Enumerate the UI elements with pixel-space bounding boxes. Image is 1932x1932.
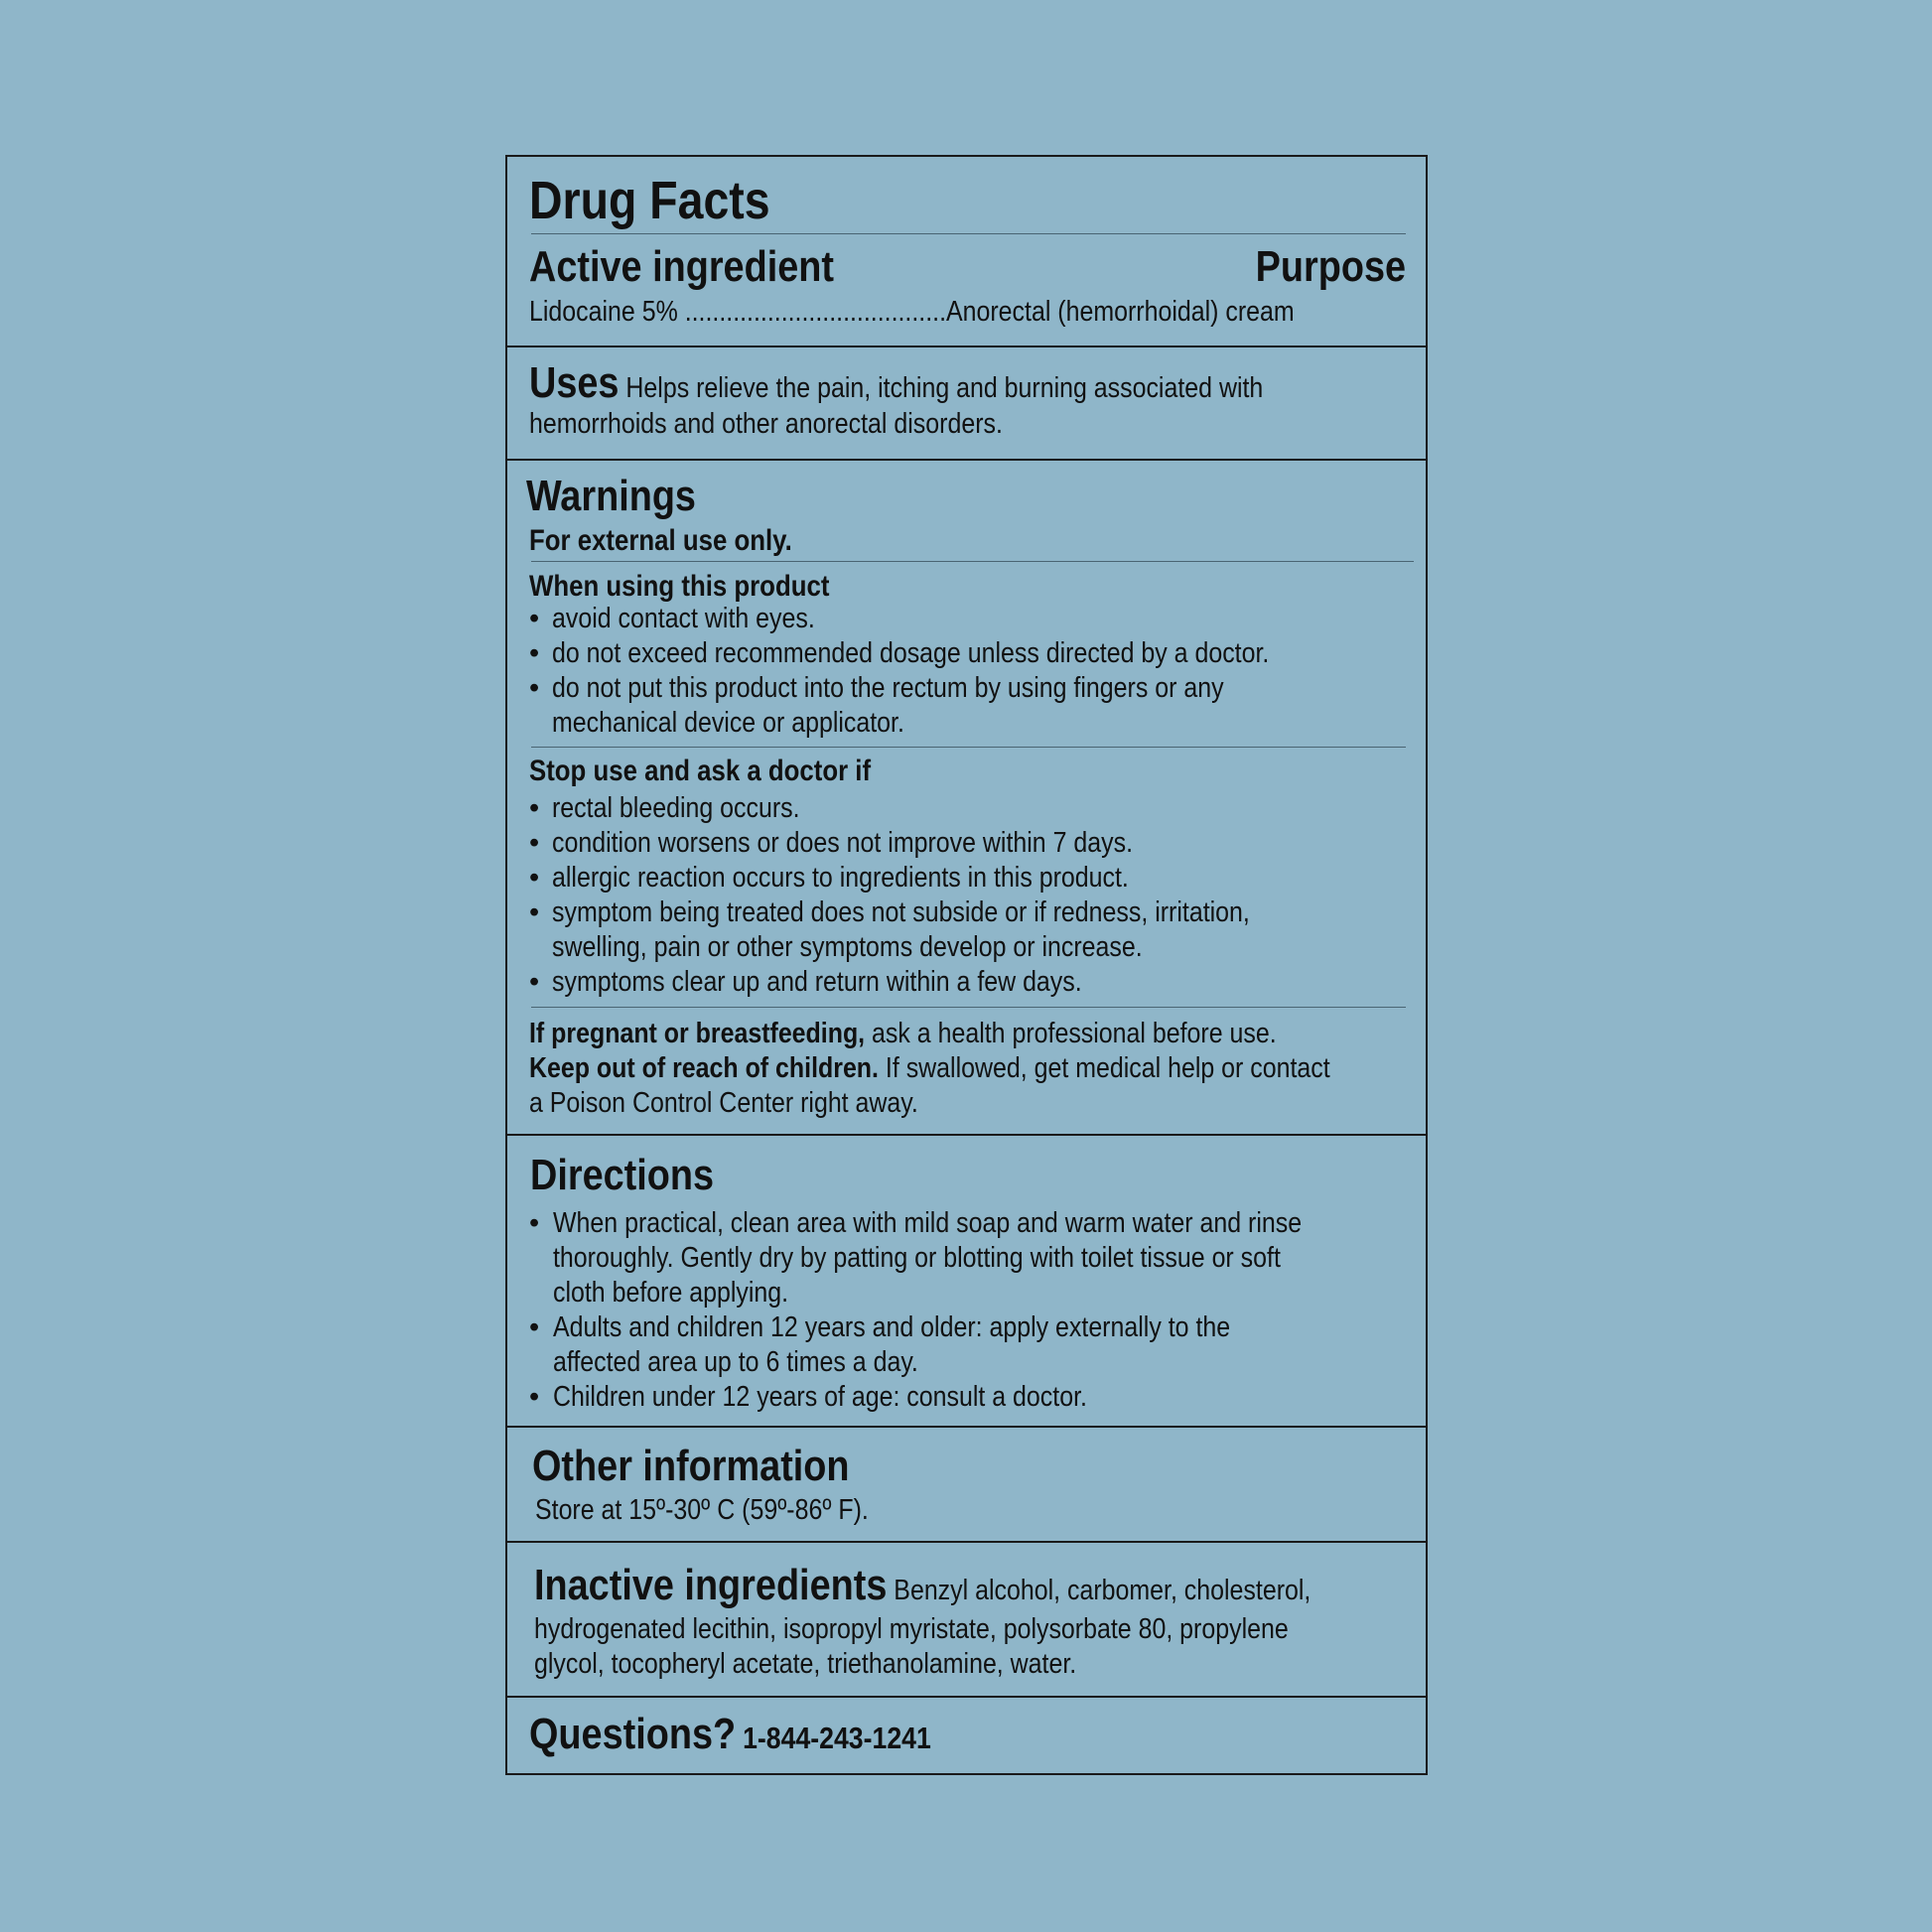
warnings-divider-3: [531, 1007, 1406, 1008]
dot-leader: ......................................: [684, 296, 947, 328]
directions-section: [507, 1134, 1426, 1426]
questions-phone: 1-844-243-1241: [743, 1721, 931, 1755]
when-using-heading: When using this product: [529, 570, 830, 603]
directions-heading: Directions: [530, 1151, 715, 1199]
stop-use-item: symptom being treated does not subside or if redness, irritation,: [552, 897, 1250, 928]
pregnant-line: [529, 1017, 1277, 1051]
stop-use-item: rectal bleeding occurs.: [552, 792, 800, 824]
bullet: •: [529, 827, 540, 859]
children-line-2: a Poison Control Center right away.: [529, 1087, 918, 1119]
bullet: •: [529, 862, 540, 894]
inactive-ingredients-section: [507, 1541, 1426, 1696]
uses-heading: Uses: [529, 358, 620, 407]
warnings-divider-2: [531, 747, 1406, 748]
directions-item-continued: affected area up to 6 times a day.: [553, 1346, 918, 1378]
stop-use-heading: Stop use and ask a doctor if: [529, 755, 872, 787]
bullet: •: [529, 1311, 540, 1343]
uses-section: [507, 345, 1426, 459]
title-divider: [531, 233, 1406, 234]
directions-item-continued: thoroughly. Gently dry by patting or blotting with toilet tissue or soft: [553, 1242, 1281, 1274]
bullet: •: [529, 603, 540, 634]
children-text: If swallowed, get medical help or contact: [878, 1052, 1330, 1084]
bullet: •: [529, 672, 540, 704]
children-line: [529, 1051, 1330, 1086]
bullet: •: [529, 1207, 540, 1239]
uses-line-2: hemorrhoids and other anorectal disorders.: [529, 408, 1003, 440]
other-information-heading: Other information: [532, 1442, 850, 1490]
inactive-text-1: Benzyl alcohol, carbomer, cholesterol,: [887, 1575, 1311, 1606]
directions-item-continued: cloth before applying.: [553, 1277, 789, 1309]
pregnant-text: ask a health professional before use.: [865, 1018, 1277, 1049]
external-use-text: For external use only.: [529, 524, 792, 557]
questions-heading: Questions?: [529, 1710, 737, 1758]
directions-item: When practical, clean area with mild soap and warm water and rinse: [553, 1207, 1303, 1239]
warnings-section: [507, 459, 1426, 1134]
drug-facts-title: Drug Facts: [529, 171, 770, 230]
bullet: •: [529, 637, 540, 669]
pregnant-bold: If pregnant or breastfeeding,: [529, 1018, 866, 1049]
warnings-divider-1: [531, 561, 1414, 562]
stop-use-item: allergic reaction occurs to ingredients in this product.: [552, 862, 1129, 894]
children-bold: Keep out of reach of children.: [529, 1052, 879, 1084]
questions-section: [507, 1696, 1426, 1775]
uses-text-1: Helps relieve the pain, itching and burning associated with: [625, 372, 1264, 404]
drug-facts-panel: [505, 155, 1428, 1775]
uses-line-1: [529, 358, 1264, 411]
directions-item: Children under 12 years of age: consult a doctor.: [553, 1381, 1087, 1413]
storage-text: Store at 15º-30º C (59º-86º F).: [535, 1494, 869, 1526]
active-ingredient-section: [507, 157, 1426, 345]
when-using-item: do not put this product into the rectum by using fingers or any: [552, 672, 1224, 704]
bullet: •: [529, 1381, 540, 1413]
stop-use-item-continued: swelling, pain or other symptoms develop or increase.: [552, 931, 1143, 963]
stop-use-item: condition worsens or does not improve within 7 days.: [552, 827, 1134, 859]
inactive-line-2: hydrogenated lecithin, isopropyl myristate, polysorbate 80, propylene: [534, 1613, 1289, 1645]
questions-line: [529, 1710, 931, 1764]
when-using-item: avoid contact with eyes.: [552, 603, 815, 634]
when-using-item-continued: mechanical device or applicator.: [552, 707, 904, 739]
active-ingredient-heading: Active ingredient: [529, 242, 834, 291]
bullet: •: [529, 792, 540, 824]
other-information-section: [507, 1426, 1426, 1541]
ingredient-name: Lidocaine 5%: [529, 296, 678, 328]
active-ingredient-line: [529, 295, 1295, 330]
inactive-line-1: [534, 1563, 1311, 1613]
purpose-heading: Purpose: [1255, 242, 1406, 291]
bullet: •: [529, 897, 540, 928]
inactive-ingredients-heading: Inactive ingredients: [534, 1561, 888, 1609]
when-using-item: do not exceed recommended dosage unless directed by a doctor.: [552, 637, 1270, 669]
stop-use-item: symptoms clear up and return within a few days.: [552, 966, 1082, 998]
inactive-line-3: glycol, tocopheryl acetate, triethanolamine, water.: [534, 1648, 1077, 1680]
ingredient-purpose: Anorectal (hemorrhoidal) cream: [946, 296, 1295, 328]
warnings-heading: Warnings: [526, 472, 696, 520]
directions-item: Adults and children 12 years and older: apply externally to the: [553, 1311, 1231, 1343]
bullet: •: [529, 966, 540, 998]
